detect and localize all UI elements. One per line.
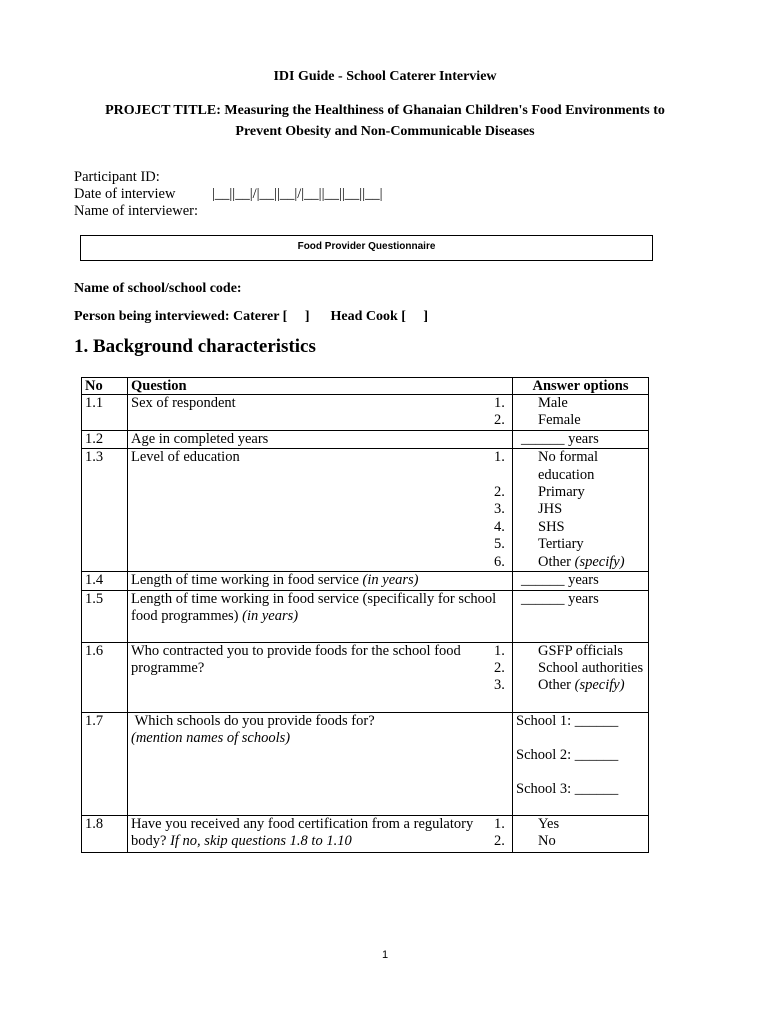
person-interviewed-label: Person being interviewed: Caterer [ ] Head Cook [ ] [74, 309, 429, 324]
question-text: Level of education [131, 449, 240, 466]
question-text: Have you received any food certification from a regulatory body? [131, 815, 477, 850]
question-note: (mention names of schools) [131, 730, 291, 747]
date-of-interview-label: Date of interview [74, 186, 176, 202]
question-cell [128, 430, 513, 448]
answer-options-cell [513, 430, 649, 448]
question-text: Length of time working in food service [131, 572, 359, 589]
question-number: 1.1 [82, 395, 128, 431]
answer-blank: ______ years [521, 590, 599, 607]
answer-option: 3. Other (specify) [494, 677, 625, 694]
question-number: 1.3 [82, 449, 128, 572]
question-number: 1.7 [82, 712, 128, 815]
question-text: Which schools do you provide foods for? [131, 712, 375, 729]
answer-option: 3. JHS [494, 501, 563, 518]
background-characteristics-table [81, 377, 649, 853]
questionnaire-type-label: Food Provider Questionnaire [297, 241, 436, 252]
question-note: (in years) [242, 608, 299, 625]
answer-options-cell [513, 572, 649, 590]
table-row [82, 590, 649, 642]
question-number: 1.5 [82, 590, 128, 642]
school-blank: School 2: ______ [516, 747, 619, 764]
column-header-answer-options: Answer options [513, 378, 649, 395]
question-cell [128, 815, 513, 852]
table-header-row [82, 378, 649, 395]
question-number: 1.4 [82, 572, 128, 590]
answer-option: 4. SHS [494, 518, 565, 535]
document-title: IDI Guide - School Caterer Interview [273, 69, 497, 84]
question-cell [128, 712, 513, 815]
answer-options-cell [513, 712, 649, 815]
answer-blank: ______ years [521, 430, 599, 447]
answer-blank: ______ years [521, 572, 599, 589]
participant-id-label: Participant ID: [74, 169, 160, 185]
project-title-line-2: Prevent Obesity and Non-Communicable Diseases [235, 124, 535, 139]
questionnaire-type-box [80, 235, 653, 261]
answer-options-cell [494, 815, 649, 852]
table-row [82, 815, 649, 852]
question-cell [128, 449, 513, 572]
column-header-question: Question [128, 378, 513, 395]
answer-option: 6. Other (specify) [494, 553, 625, 570]
question-note: (in years) [362, 572, 419, 589]
question-cell [128, 572, 513, 590]
question-number: 1.8 [82, 815, 128, 852]
question-cell [128, 590, 513, 642]
table-row [82, 712, 649, 815]
answer-options-cell [494, 449, 649, 572]
school-blank: School 1: ______ [516, 712, 619, 729]
question-text: Age in completed years [131, 430, 269, 447]
answer-option: 2. Primary [494, 484, 585, 501]
question-cell [128, 395, 513, 431]
question-cell [128, 642, 513, 712]
table-row [82, 395, 649, 431]
answer-option: 1. Male [494, 395, 568, 411]
school-name-label: Name of school/school code: [74, 281, 242, 296]
project-title-line-1: PROJECT TITLE: Measuring the Healthiness of Ghanaian Children's Food Environments to [105, 103, 665, 118]
question-text: Sex of respondent [131, 395, 236, 411]
project-title [60, 100, 710, 142]
answer-options-cell [513, 590, 649, 642]
table-row [82, 449, 649, 572]
answer-options-cell [494, 395, 649, 431]
table-row [82, 572, 649, 590]
table-row [82, 430, 649, 448]
column-header-no: No [82, 378, 128, 395]
answer-option: 5. Tertiary [494, 536, 584, 553]
question-text: Length of time working in food service (specifically for school food programmes) [131, 590, 500, 625]
answer-options-cell [494, 642, 649, 712]
question-text: Who contracted you to provide foods for the school food programme? [131, 642, 465, 677]
date-entry-boxes: |__||__|/|__||__|/|__||__||__||__| [212, 186, 383, 202]
answer-option: 1. GSFP officials [494, 642, 623, 659]
school-blank: School 3: ______ [516, 781, 619, 798]
question-number: 1.6 [82, 642, 128, 712]
page-number: 1 [381, 949, 389, 961]
question-note: If no, skip questions 1.8 to 1.10 [170, 833, 352, 850]
section-heading: 1. Background characteristics [74, 336, 316, 357]
answer-option: 2. Female [494, 412, 581, 429]
question-number: 1.2 [82, 430, 128, 448]
answer-option: 2. No [494, 833, 556, 850]
answer-option: 2. School authorities [494, 660, 644, 677]
table-row [82, 642, 649, 712]
answer-option: 1. No formal education [494, 449, 598, 483]
interviewer-name-label: Name of interviewer: [74, 203, 199, 219]
answer-option: 1. Yes [494, 815, 560, 832]
